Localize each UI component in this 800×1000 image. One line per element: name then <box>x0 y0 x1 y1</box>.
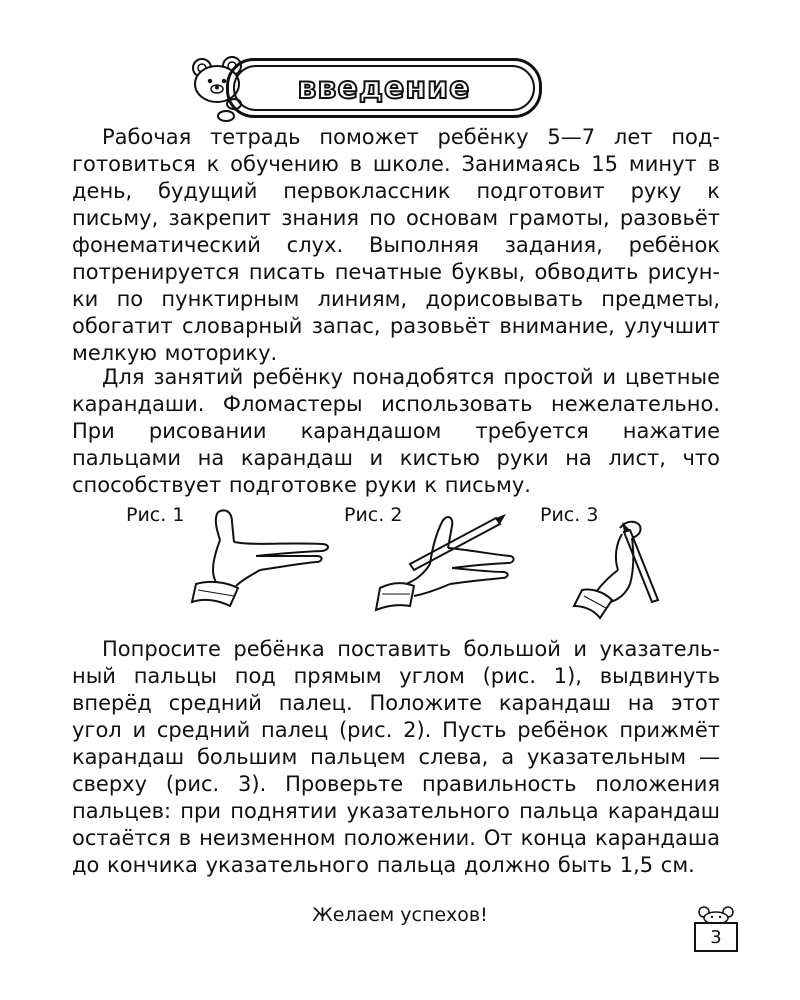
page-title: введение <box>297 70 471 106</box>
paragraph-1: Рабочая тетрадь поможет ребёнку 5—7 лет подготовиться к обучению в школе. Занимаясь 15 минут в день, будущий первоклассник подготовит руку к письму, закрепит знания по основам грамоты, разовьёт фонематический слух. Выполняя задания, ребёнок потренируется писать печатные буквы, обводить рисунки по пунктирным линиям, дорисовывать предметы, обогатит словарный запас, разовьёт внимание, улучшит мелкую моторику. <box>72 125 720 365</box>
figure-3-label: Рис. 3 <box>540 504 599 526</box>
intro-text <box>72 124 720 367</box>
section-header <box>186 52 556 126</box>
instructions-text <box>72 636 720 879</box>
paragraph-3: Попросите ребёнка поставить большой и указательный пальцы под прямым углом (рис. 1), выдвинуть вперёд средний палец. Положите карандаш на этот угол и средний палец (рис. 2). Пусть ребёнок прижмёт карандаш большим пальцем слева, а указательным — сверху (рис. 3). Проверьте правильность положения пальцев: при поднятии указательного пальца карандаш остаётся в неизменном положении. От конца карандаша до кончика указательного пальца должно быть 1,5 см. <box>72 637 720 877</box>
materials-text <box>72 364 720 499</box>
closing-wish: Желаем успехов! <box>312 904 488 926</box>
hand-figure-2-icon <box>370 508 530 618</box>
paragraph-2: Для занятий ребёнку понадобятся простой и цветные карандаши. Фломастеры использовать нежелательно. При рисовании карандашом требуется нажатие пальцами на карандаш и кистью руки на лист, что способствует подготовке руки к письму. <box>72 365 720 497</box>
hand-figure-3-icon <box>560 504 680 624</box>
page-bear-icon <box>694 904 738 924</box>
figure-1-label: Рис. 1 <box>126 504 185 526</box>
figure-2-label: Рис. 2 <box>344 504 403 526</box>
hand-figures <box>120 500 680 630</box>
page-number: 3 <box>694 922 738 952</box>
hand-figure-1-icon <box>186 506 336 616</box>
